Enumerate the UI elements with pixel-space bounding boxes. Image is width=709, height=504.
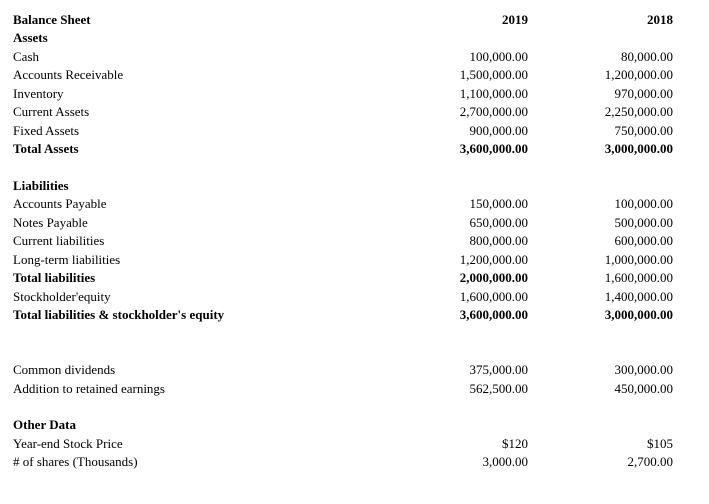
value-2018: 80,000.00 xyxy=(621,49,673,64)
row-label: Stockholder'equity xyxy=(13,289,111,304)
value-2018: 1,600,000.00 xyxy=(604,270,673,285)
value-2018: 1,000,000.00 xyxy=(604,252,673,267)
value-2018: 450,000.00 xyxy=(614,381,673,396)
liabilities-heading-row xyxy=(0,177,709,195)
value-2018: 1,200,000.00 xyxy=(604,67,673,82)
header-row xyxy=(0,11,709,29)
value-2018: 100,000.00 xyxy=(614,196,673,211)
total-row xyxy=(0,140,709,158)
assets-heading-row xyxy=(0,29,709,47)
value-2018: 750,000.00 xyxy=(614,123,673,138)
table-row xyxy=(0,288,709,306)
table-row xyxy=(0,232,709,250)
value-2019: $120 xyxy=(502,436,528,451)
table-row xyxy=(0,195,709,213)
value-2018: $105 xyxy=(647,436,673,451)
other-data-heading-row xyxy=(0,416,709,434)
row-label: Cash xyxy=(13,49,39,64)
table-row xyxy=(0,361,709,379)
value-2018: 300,000.00 xyxy=(614,362,673,377)
value-2019: 100,000.00 xyxy=(469,49,528,64)
column-header-2019: 2019 xyxy=(502,12,528,27)
row-label: Long-term liabilities xyxy=(13,252,121,267)
row-label: Current Assets xyxy=(13,104,90,119)
row-label: Year-end Stock Price xyxy=(13,436,123,451)
table-row xyxy=(0,251,709,269)
liabilities-heading: Liabilities xyxy=(13,178,69,193)
total-row xyxy=(0,269,709,287)
value-2019: 375,000.00 xyxy=(469,362,528,377)
value-2018: 500,000.00 xyxy=(614,215,673,230)
value-2019: 3,600,000.00 xyxy=(459,141,528,156)
row-label: Addition to retained earnings xyxy=(13,381,165,396)
row-label: Total Assets xyxy=(13,141,79,156)
value-2018: 600,000.00 xyxy=(614,233,673,248)
row-label: Inventory xyxy=(13,86,64,101)
value-2018: 3,000,000.00 xyxy=(604,307,673,322)
table-row xyxy=(0,453,709,471)
table-row xyxy=(0,66,709,84)
value-2019: 1,600,000.00 xyxy=(459,289,528,304)
table-row xyxy=(0,380,709,398)
assets-heading: Assets xyxy=(13,30,48,45)
value-2019: 3,000.00 xyxy=(482,454,528,469)
value-2019: 3,600,000.00 xyxy=(459,307,528,322)
table-row xyxy=(0,214,709,232)
value-2018: 2,250,000.00 xyxy=(604,104,673,119)
value-2019: 2,700,000.00 xyxy=(459,104,528,119)
row-label: Notes Payable xyxy=(13,215,88,230)
other-data-heading: Other Data xyxy=(13,417,76,432)
table-row xyxy=(0,122,709,140)
value-2019: 900,000.00 xyxy=(469,123,528,138)
value-2019: 1,100,000.00 xyxy=(459,86,528,101)
row-label: Total liabilities xyxy=(13,270,96,285)
table-row xyxy=(0,48,709,66)
value-2019: 562,500.00 xyxy=(469,381,528,396)
total-row xyxy=(0,306,709,324)
column-header-2018: 2018 xyxy=(647,12,673,27)
row-label: Accounts Receivable xyxy=(13,67,124,82)
row-label: Accounts Payable xyxy=(13,196,107,211)
value-2018: 3,000,000.00 xyxy=(604,141,673,156)
row-label: Fixed Assets xyxy=(13,123,80,138)
value-2018: 970,000.00 xyxy=(614,86,673,101)
sheet-title: Balance Sheet xyxy=(13,12,91,27)
value-2019: 800,000.00 xyxy=(469,233,528,248)
value-2019: 150,000.00 xyxy=(469,196,528,211)
value-2019: 2,000,000.00 xyxy=(459,270,528,285)
row-label: Total liabilities & stockholder's equity xyxy=(13,307,225,322)
value-2019: 650,000.00 xyxy=(469,215,528,230)
table-row xyxy=(0,435,709,453)
value-2019: 1,200,000.00 xyxy=(459,252,528,267)
row-label: # of shares (Thousands) xyxy=(13,454,138,469)
table-row xyxy=(0,85,709,103)
row-label: Common dividends xyxy=(13,362,116,377)
value-2019: 1,500,000.00 xyxy=(459,67,528,82)
value-2018: 1,400,000.00 xyxy=(604,289,673,304)
row-label: Current liabilities xyxy=(13,233,105,248)
value-2018: 2,700.00 xyxy=(627,454,673,469)
table-row xyxy=(0,103,709,121)
